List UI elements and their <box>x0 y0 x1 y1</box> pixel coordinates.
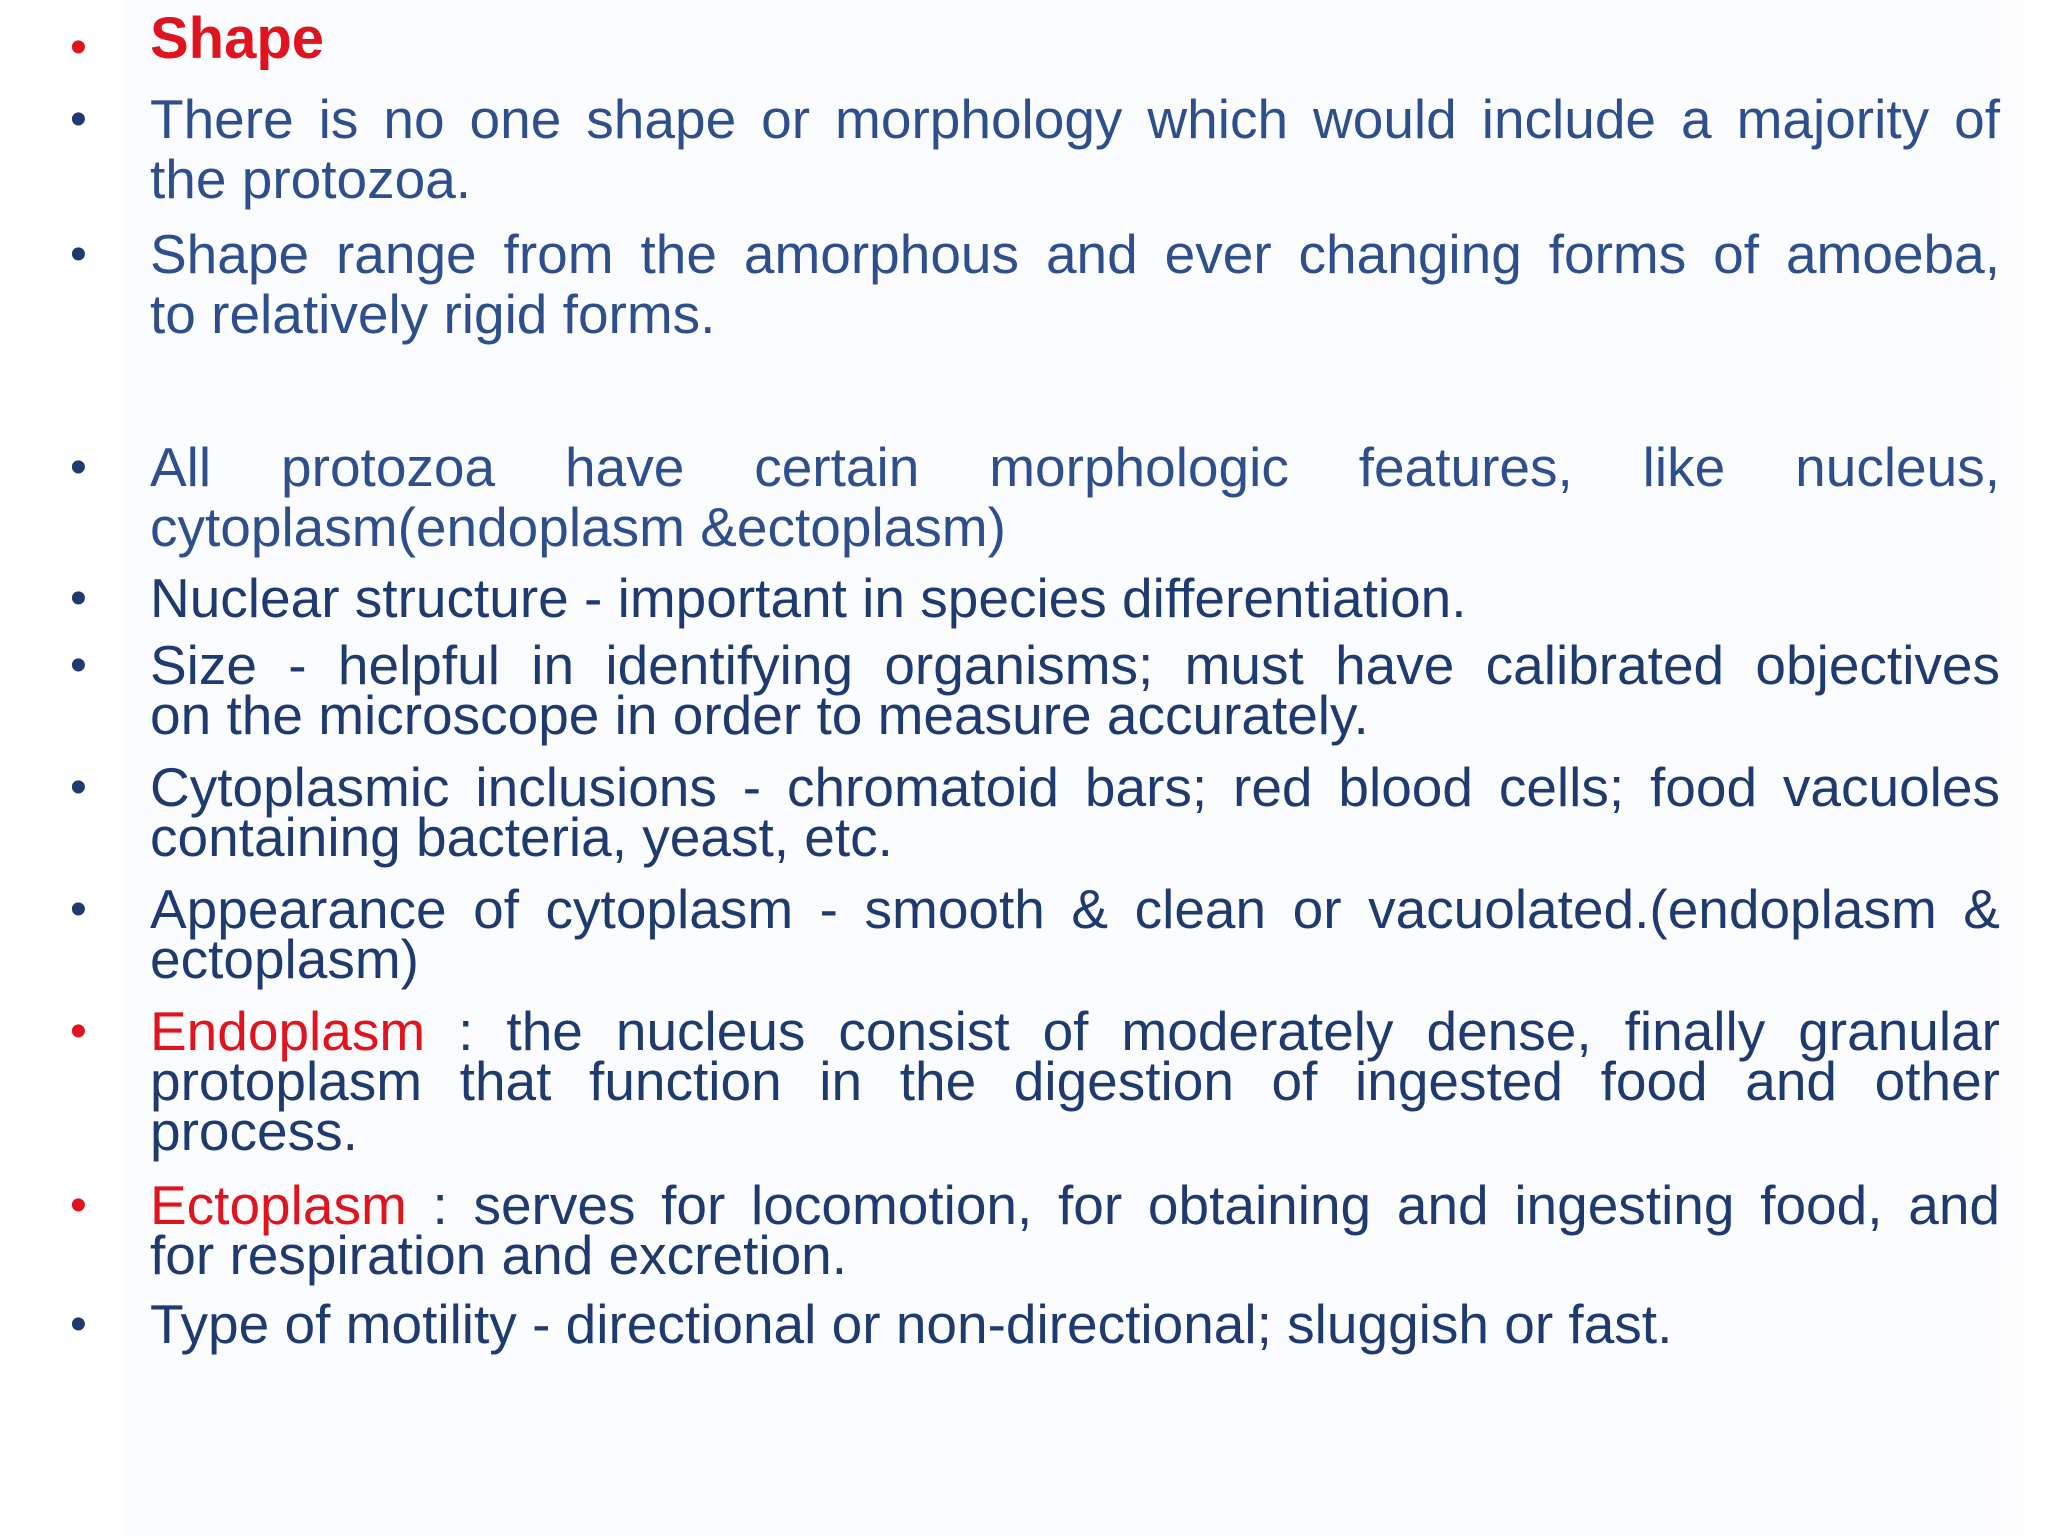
bullet-dot-icon: • <box>70 93 87 146</box>
bullet-line: process. <box>150 1100 358 1162</box>
bullet-line: for respiration and excretion. <box>150 1224 848 1286</box>
bullet-dot-icon: • <box>70 228 87 281</box>
bullet-line: cytoplasm(endoplasm &ectoplasm) <box>150 496 1006 558</box>
bullet-line-text: : the nucleus consist of moderately dense, finally granular <box>425 1000 2000 1062</box>
term-endoplasm: Endoplasm <box>150 1000 426 1062</box>
bullet-line: to relatively rigid forms. <box>150 283 716 345</box>
bullet-dot-icon: • <box>70 639 87 692</box>
bullet-line-text: : serves for locomotion, for obtaining and ingesting food, and <box>406 1174 2000 1236</box>
bullet-dot-icon: • <box>70 1005 87 1058</box>
bullet-line: protoplasm that function in the digestion of ingested food and other <box>150 1050 2000 1112</box>
bullet-dot-icon: • <box>70 1298 87 1351</box>
bullet-line: Cytoplasmic inclusions - chromatoid bars; red blood cells; food vacuoles <box>150 756 2000 818</box>
bullet-line: containing bacteria, yeast, etc. <box>150 806 893 868</box>
bullet-dot-icon: • <box>70 441 87 494</box>
bullet-dot-icon: • <box>70 1179 87 1232</box>
slide-heading: Shape <box>150 6 325 71</box>
bullet-line: Nuclear structure - important in species differentiation. <box>150 567 1467 629</box>
bullet-line: Shape range from the amorphous and ever changing forms of amoeba, <box>150 223 2000 285</box>
bullet-dot-icon: • <box>70 761 87 814</box>
bullet-line: All protozoa have certain morphologic features, like nucleus, <box>150 436 2000 498</box>
bullet-line: Type of motility - directional or non-directional; sluggish or fast. <box>150 1293 1673 1355</box>
bullet-dot-icon: • <box>70 883 87 936</box>
term-ectoplasm: Ectoplasm <box>150 1174 407 1236</box>
bullet-dot-icon: • <box>70 21 87 74</box>
bullet-line: There is no one shape or morphology which would include a majority of <box>150 88 2000 150</box>
bullet-line: on the microscope in order to measure accurately. <box>150 684 1369 746</box>
bullet-dot-icon: • <box>70 572 87 625</box>
bullet-line: Size - helpful in identifying organisms; must have calibrated objectives <box>150 634 2000 696</box>
bullet-line: Appearance of cytoplasm - smooth & clean or vacuolated.(endoplasm & <box>150 878 2000 940</box>
bullet-line: the protozoa. <box>150 148 472 210</box>
bullet-line: ectoplasm) <box>150 928 419 990</box>
